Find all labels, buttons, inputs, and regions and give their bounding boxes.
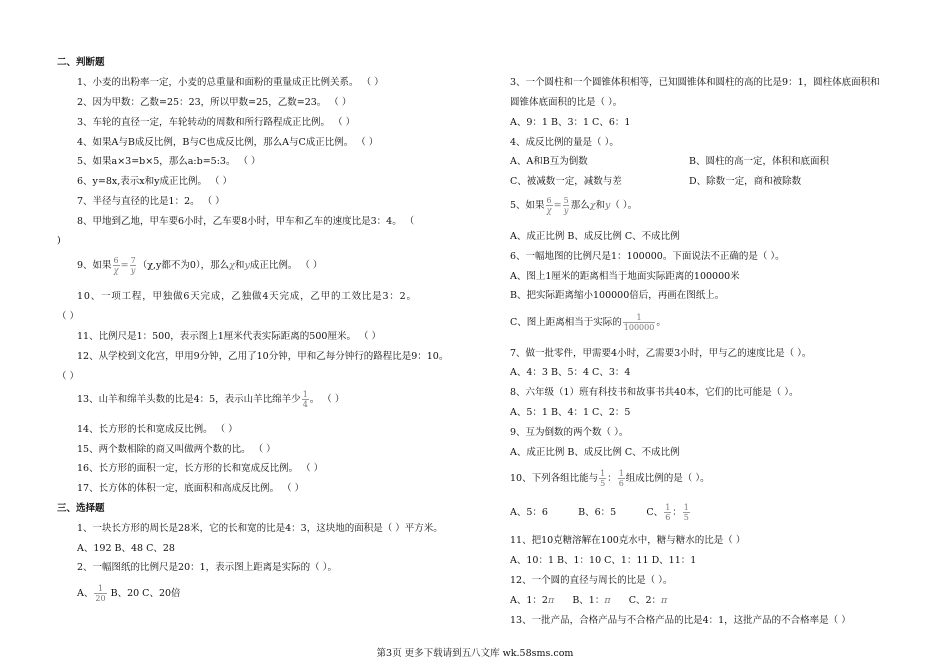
judgment-q7: 7、半径与直径的比是1：2。 （ ）	[77, 196, 225, 207]
fraction: $\frac{6}{\chi}$	[546, 196, 552, 215]
choice-q7: 7、做一批零件，甲需要4小时，乙需要3小时，甲与乙的速度比是（ ）。	[510, 348, 812, 359]
fraction: $\frac{1}{5}$	[683, 503, 689, 522]
choice-q4-option-c: C、被减数一定，减数与差	[510, 176, 622, 187]
choice-q10-options: A、5：6 B、6：5 C、 $\frac{1}{6}$ ： $\frac{1}{5}$	[510, 503, 689, 522]
fraction: $\frac{1}{6}$	[665, 503, 671, 522]
choice-q8: 8、六年级（1）班有科技书和故事书共40本，它们的比可能是（ ）。	[510, 387, 799, 398]
judgment-q9: 9、如果 $\frac{6}{\chi}$ = $\frac{7}{y}$ （χ,y都不为0），那么χ和y成正比例。 （ ）	[77, 256, 323, 275]
choice-q3-cont: 圆锥体底面积的比是（ ）。	[510, 97, 623, 108]
judgment-q2: 2、因为甲数：乙数=25：23，所以甲数=25，乙数=23。 （ ）	[77, 97, 352, 108]
judgment-q10-cont: （ ）	[57, 311, 80, 322]
choice-q9: 9、互为倒数的两个数（ ）。	[510, 427, 629, 438]
choice-q3: 3、一个圆柱和一个圆锥体积相等，已知圆锥体和圆柱的高的比是9：1，圆柱体底面积和	[510, 77, 880, 88]
choice-q2-options: A、 $\frac{1}{20}$ B、20 C、20倍	[77, 584, 181, 603]
fraction: $\frac{1}{5}$	[600, 469, 606, 488]
choice-q4-option-b: B、圆柱的高一定，体积和底面积	[689, 156, 829, 167]
choice-q2: 2、一幅图纸的比例尺是20：1，表示图上距离是实际的（ ）。	[77, 562, 337, 573]
choice-q9-options: A、成正比例 B、成反比例 C、不成比例	[510, 447, 680, 458]
choice-q4-option-a: A、A和B互为倒数	[510, 156, 588, 167]
fraction: $\frac{1}{100000}$	[623, 313, 655, 332]
choice-q11: 11、把10克糖溶解在100克水中，糖与糖水的比是（ ）	[510, 535, 746, 546]
choice-q5: 5、如果 $\frac{6}{\chi}$ = $\frac{5}{y}$ 那么χ和y（ ）。	[510, 196, 638, 215]
choice-q1: 1、一块长方形的周长是28米，它的长和宽的比是4：3，这块地的面积是（ ）平方米。	[77, 523, 443, 534]
choice-q4-option-d: D、除数一定，商和被除数	[689, 176, 802, 187]
choice-q6: 6、一幅地图的比例尺是1：100000。下面说法不正确的是（ ）。	[510, 251, 785, 262]
choice-q12: 12、一个圆的直径与周长的比是（ ）。	[510, 575, 673, 586]
judgment-q3: 3、车轮的直径一定，车轮转动的周数和所行路程成正比例。 （ ）	[77, 117, 356, 128]
judgment-q16: 16、长方形的面积一定，长方形的长和宽成反比例。 （ ）	[77, 463, 324, 474]
choice-q6-option-c: C、图上距离相当于实际的 $\frac{1}{100000}$ 。	[510, 313, 666, 332]
fraction: $\frac{1}{6}$	[618, 469, 624, 488]
judgment-q13: 13、山羊和绵羊头数的比是4：5，表示山羊比绵羊少 $\frac{1}{4}$ 。 （ ）	[77, 390, 345, 409]
choice-q12-options: A、1：2π B、1：π C、2：π	[510, 595, 668, 606]
fraction: $\frac{5}{y}$	[563, 196, 569, 215]
choice-q6-option-b: B、把实际距离缩小100000倍后，再画在图纸上。	[510, 290, 725, 301]
choice-q3-options: A、9：1 B、3：1 C、6：1	[510, 117, 631, 128]
judgment-q14: 14、长方形的长和宽成反比例。 （ ）	[77, 424, 238, 435]
fraction: $\frac{1}{20}$	[95, 584, 106, 603]
choice-q11-options: A、10：1 B、1：10 C、1：11 D、11：1	[510, 555, 697, 566]
section-title-judgment: 二、判断题	[57, 57, 105, 68]
choice-q7-options: A、4：3 B、5：4 C、3：4	[510, 367, 631, 378]
choice-q4: 4、成反比例的量是（ ）。	[510, 137, 619, 148]
judgment-q12: 12、从学校到文化宫，甲用9分钟，乙用了10分钟，甲和乙每分钟行的路程比是9：10。	[77, 351, 449, 362]
choice-q6-option-a: A、图上1厘米的距离相当于地面实际距离的100000米	[510, 271, 740, 282]
judgment-q8: 8、甲地到乙地，甲车要6小时，乙车要8小时，甲车和乙车的速度比是3：4。 （	[77, 216, 415, 227]
fraction: $\frac{1}{4}$	[302, 390, 308, 409]
judgment-q4: 4、如果A与B成反比例，B与C也成反比例，那么A与C成正比例。 （ ）	[77, 137, 379, 148]
choice-q13: 13、一批产品，合格产品与不合格产品的比是4：1，这批产品的不合格率是（ ）	[510, 615, 851, 626]
judgment-q11: 11、比例尺是1：500，表示图上1厘米代表实际距离的500厘米。 （ ）	[77, 331, 381, 342]
judgment-q5: 5、如果a×3=b×5，那么a:b=5:3。 （ ）	[77, 156, 261, 167]
judgment-q1: 1、小麦的出粉率一定，小麦的总重量和面粉的重量成正比例关系。 （ ）	[77, 77, 384, 88]
choice-q8-options: A、5：1 B、4：1 C、2：5	[510, 407, 631, 418]
section-title-choice: 三、选择题	[57, 503, 105, 514]
judgment-q6: 6、y=8x,表示x和y成正比例。 （ ）	[77, 176, 233, 187]
judgment-q15: 15、两个数相除的商又叫做两个数的比。 （ ）	[77, 444, 276, 455]
judgment-q8-cont: )	[57, 235, 61, 246]
choice-q1-options: A、192 B、48 C、28	[77, 543, 175, 554]
judgment-q17: 17、长方体的体积一定，底面积和高成反比例。 （ ）	[77, 483, 305, 494]
fraction: $\frac{6}{\chi}$	[113, 256, 119, 275]
judgment-q12-cont: （ ）	[57, 371, 80, 382]
page-footer: 第3页 更多下载请到五八文库 wk.58sms.com	[376, 648, 574, 659]
choice-q5-options: A、成正比例 B、成反比例 C、不成比例	[510, 231, 680, 242]
choice-q10: 10、下列各组比能与 $\frac{1}{5}$ ： $\frac{1}{6}$ 组成比例的是（ ）。	[510, 469, 710, 488]
judgment-q10: 10、一项工程，甲独做6天完成，乙独做4天完成，乙甲的工效比是3：2。	[77, 291, 417, 302]
fraction: $\frac{7}{y}$	[130, 256, 136, 275]
